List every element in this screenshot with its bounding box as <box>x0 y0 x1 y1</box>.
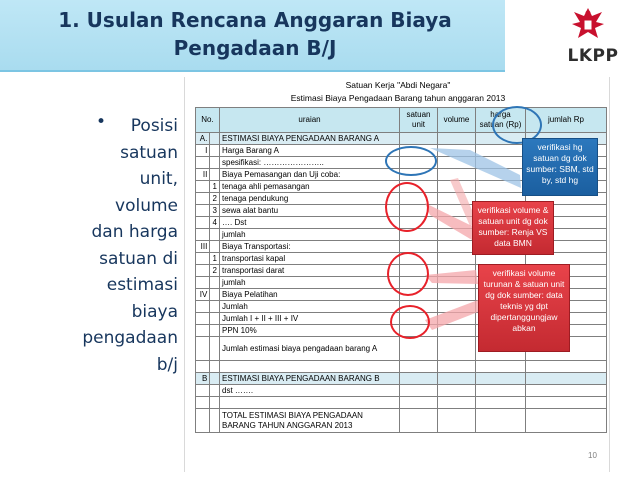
table-header-row <box>196 108 607 133</box>
bullet-line: estimasi <box>106 275 178 295</box>
cell-empty <box>526 385 607 397</box>
cell-sub <box>210 409 220 433</box>
cell-empty <box>400 361 438 373</box>
cell-no <box>196 205 210 217</box>
bullet-line: satuan <box>120 142 178 163</box>
cell-text: jumlah <box>220 277 400 289</box>
cell-sub <box>210 337 220 361</box>
col-volume-header: volume <box>438 108 476 133</box>
cell-text: …. Dst <box>220 217 400 229</box>
cell-sub: 3 <box>210 205 220 217</box>
document-heading: Satuan Kerja "Abdi Negara" <box>345 80 451 90</box>
title-line-1: 1. Usulan Rencana Anggaran Biaya <box>58 8 452 32</box>
cell-no: III <box>196 241 210 253</box>
cell-no: A. <box>196 133 210 145</box>
cell-no <box>196 193 210 205</box>
bullet-line: volume <box>115 195 178 216</box>
cell-sub <box>210 169 220 181</box>
cell-no: II <box>196 169 210 181</box>
cell-no: B <box>196 373 210 385</box>
cell-sub <box>210 325 220 337</box>
cell-sub: 2 <box>210 265 220 277</box>
document-subheading: Estimasi Biaya Pengadaan Barang tahun anggaran 2013 <box>290 93 506 103</box>
cell-no <box>196 325 210 337</box>
cell-text: Jumlah <box>220 301 400 313</box>
cell-empty <box>438 301 476 313</box>
cell-empty <box>438 169 476 181</box>
red-ellipse-pelatihan <box>390 305 430 339</box>
cell-text: tenaga ahli pemasangan <box>220 181 400 193</box>
bullet-line: b/j <box>156 354 178 375</box>
cell-sub <box>210 313 220 325</box>
cell-empty <box>438 289 476 301</box>
col-jumlah-header: jumlah Rp <box>526 108 607 133</box>
cell-text: Biaya Pelatihan <box>220 289 400 301</box>
cell-sub <box>210 157 220 169</box>
cell-empty <box>526 409 607 433</box>
cell-text: PPN 10% <box>220 325 400 337</box>
cell-sub: 4 <box>210 217 220 229</box>
cell-empty <box>438 133 476 145</box>
cell-text: transportasi kapal <box>220 253 400 265</box>
cell-no: I <box>196 145 210 157</box>
bullet-line: satuan di <box>99 248 178 269</box>
bullet-icon: • <box>96 112 107 132</box>
cell-sub <box>210 373 220 385</box>
cell-empty <box>400 397 438 409</box>
bullet-text <box>66 113 178 378</box>
cell-empty <box>476 361 526 373</box>
cell-empty <box>476 397 526 409</box>
cell-text: sewa alat bantu <box>220 205 400 217</box>
cell-empty <box>400 337 438 361</box>
cell-sub <box>210 289 220 301</box>
cell-empty <box>438 277 476 289</box>
cell-empty <box>438 409 476 433</box>
cell-empty <box>400 385 438 397</box>
callout-verify-volume: verifikasi volume & satuan unit dg dok sumber: Renja VS data BMN <box>472 201 554 255</box>
cell-text: Biaya Pemasangan dan Uji coba: <box>220 169 400 181</box>
bullet-line: biaya <box>131 301 178 322</box>
cell-empty <box>438 193 476 205</box>
cell-no <box>196 277 210 289</box>
cell-empty <box>438 337 476 361</box>
cell-sub <box>210 397 220 409</box>
cell-empty <box>400 409 438 433</box>
slide-header <box>0 0 638 72</box>
cell-text: Harga Barang A <box>220 145 400 157</box>
cell-sub <box>210 229 220 241</box>
cell-sub: 1 <box>210 253 220 265</box>
red-ellipse-pemasangan <box>385 182 429 232</box>
slide-title <box>20 6 490 62</box>
cell-empty <box>526 397 607 409</box>
cell-empty <box>438 313 476 325</box>
cell-no <box>196 361 210 373</box>
cell-empty <box>438 157 476 169</box>
cell-no <box>196 337 210 361</box>
col-uraian-header: uraian <box>220 108 400 133</box>
cell-text: Biaya Transportasi: <box>220 241 400 253</box>
cell-text: transportasi darat <box>220 265 400 277</box>
cell-empty <box>438 145 476 157</box>
red-ellipse-transportasi <box>387 252 429 296</box>
lkpp-logo-text: LKPP <box>567 46 619 66</box>
callout-verify-volume-turunan: verifikasi volume turunan & satuan unit dg dok sumber: data teknis yg dpt dipertanggungjaw abkan <box>478 264 570 352</box>
cell-no <box>196 397 210 409</box>
page-number: 10 <box>588 451 597 460</box>
cell-empty <box>526 373 607 385</box>
cell-empty <box>438 373 476 385</box>
bullet-line: dan harga <box>91 222 178 242</box>
cell-empty <box>400 241 438 253</box>
cell-text <box>220 361 400 373</box>
cell-no <box>196 409 210 433</box>
table-section-row <box>196 373 607 385</box>
cell-sub: 1 <box>210 181 220 193</box>
cell-no <box>196 229 210 241</box>
cell-no <box>196 385 210 397</box>
bullet-line: unit, <box>139 169 178 189</box>
cell-empty <box>438 253 476 265</box>
cell-sub <box>210 361 220 373</box>
cell-no <box>196 157 210 169</box>
cell-sub <box>210 133 220 145</box>
col-harga-satuan-header: harga satuan (Rp) <box>476 108 526 133</box>
cell-empty <box>438 181 476 193</box>
bullet-line: pengadaan <box>82 328 178 348</box>
callout-verify-harga: verifikasi hg satuan dg dok sumber: SBM, std by, std hg <box>522 138 598 196</box>
cell-no <box>196 301 210 313</box>
cell-empty <box>438 325 476 337</box>
table-row <box>196 409 607 433</box>
cell-empty <box>526 361 607 373</box>
cell-text <box>220 397 400 409</box>
cell-empty <box>476 157 526 169</box>
cell-text: spesifikasi: ………………….. <box>220 157 400 169</box>
garuda-emblem-icon <box>568 4 608 44</box>
cell-empty <box>438 229 476 241</box>
cell-text: jumlah <box>220 229 400 241</box>
cell-empty <box>438 241 476 253</box>
cell-text: ESTIMASI BIAYA PENGADAAN BARANG B <box>220 373 400 385</box>
cell-text: Jumlah estimasi biaya pengadaan barang A <box>220 337 400 361</box>
cell-empty <box>438 361 476 373</box>
cell-no <box>196 313 210 325</box>
cell-empty <box>476 169 526 181</box>
cell-text: TOTAL ESTIMASI BIAYA PENGADAAN BARANG TAHUN ANGGARAN 2013 <box>220 409 400 433</box>
col-satuan-unit-header: satuan unit <box>400 108 438 133</box>
table-row <box>196 385 607 397</box>
cell-sub <box>210 277 220 289</box>
cell-empty <box>438 205 476 217</box>
cell-no <box>196 217 210 229</box>
cell-text: dst ……. <box>220 385 400 397</box>
cell-sub <box>210 301 220 313</box>
cell-empty <box>400 373 438 385</box>
cell-text: ESTIMASI BIAYA PENGADAAN BARANG A <box>220 133 400 145</box>
cell-no <box>196 181 210 193</box>
cell-empty <box>476 145 526 157</box>
cell-no <box>196 265 210 277</box>
cell-empty <box>438 265 476 277</box>
cell-empty <box>438 397 476 409</box>
col-no-header: No. <box>196 108 220 133</box>
cell-empty <box>438 385 476 397</box>
title-line-2: Pengadaan B/J <box>173 36 337 60</box>
blue-ellipse-barang <box>385 146 437 176</box>
cell-empty <box>476 373 526 385</box>
cell-sub: 2 <box>210 193 220 205</box>
table-row <box>196 361 607 373</box>
cell-text: tenaga pendukung <box>220 193 400 205</box>
cell-sub <box>210 385 220 397</box>
cell-sub <box>210 145 220 157</box>
cell-sub <box>210 241 220 253</box>
cell-empty <box>476 385 526 397</box>
bullet-line: Posisi <box>130 116 178 136</box>
table-row <box>196 397 607 409</box>
cell-empty <box>400 133 438 145</box>
cell-no <box>196 253 210 265</box>
cell-no: IV <box>196 289 210 301</box>
cell-text: Jumlah I + II + III + IV <box>220 313 400 325</box>
cell-empty <box>476 181 526 193</box>
cell-empty <box>476 409 526 433</box>
cell-empty <box>438 217 476 229</box>
